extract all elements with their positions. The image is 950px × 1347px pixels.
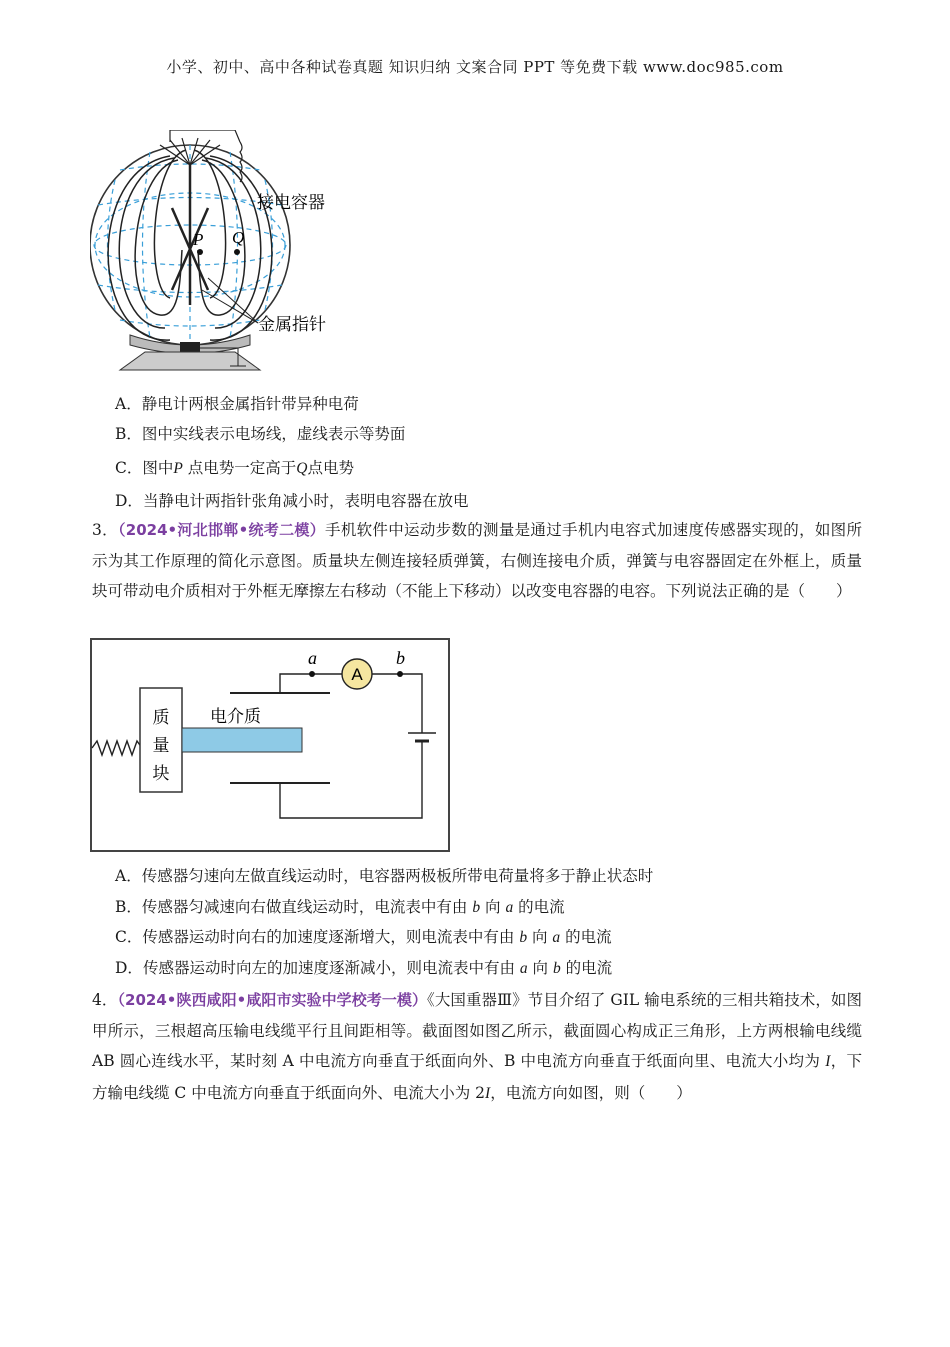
ammeter-label: A: [351, 665, 363, 684]
node-a-label: a: [308, 648, 317, 668]
mass-label-1: 质: [152, 708, 170, 728]
q2-option-d[interactable]: D．当静电计两指针张角减小时，表明电容器在放电: [115, 492, 469, 510]
page-header: 小学、初中、高中各种试卷真题 知识归纳 文案合同 PPT 等免费下载 www.doc985.com: [166, 58, 784, 76]
q4-stem: 4．（2024•陕西咸阳•咸阳市实验中学校考一模）《大国重器Ⅲ》节目介绍了 GIL 输电系统的三相共箱技术，如图甲所示，三根超高压输电线缆平行且间距相等。截面图如图乙所示，截面圆心构成正三角形，上方两根输电线缆 AB 圆心连线水平，某时刻 A 中电流方向垂直于纸面向外、B 中电流方向垂直于纸面向里、电流大小均为 I，下方输电线缆 C 中电流方向垂直于纸面向外、电流大小为 2I，电流方向如图，则（ ）: [92, 991, 862, 1102]
q3-stem: 3．（2024•河北邯郸•统考二模）手机软件中运动步数的测量是通过手机内电容式加速度传感器实现的，如图所示为其工作原理的简化示意图。质量块左侧连接轻质弹簧，右侧连接电介质，弹簧与电容器固定在外框上，质量块可带动电介质相对于外框无摩擦左右移动（不能上下移动）以改变电容器的电容。下列说法正确的是（ ）: [92, 521, 862, 600]
q3-option-c[interactable]: C．传感器运动时向右的加速度逐渐增大，则电流表中有由 b 向 a 的电流: [115, 928, 612, 946]
q2-option-b[interactable]: B．图中实线表示电场线，虚线表示等势面: [115, 425, 406, 443]
q3-option-b[interactable]: B．传感器匀减速向右做直线运动时，电流表中有由 b 向 a 的电流: [115, 898, 565, 916]
mass-label-2: 量: [152, 736, 170, 756]
q2-option-c[interactable]: C．图中P 点电势一定高于Q点电势: [115, 459, 355, 477]
node-b-label: b: [396, 648, 405, 668]
q2-option-a[interactable]: A．静电计两根金属指针带异种电荷: [115, 395, 359, 413]
q3-source: （2024•河北邯郸•统考二模）: [117, 521, 326, 539]
q4-source: （2024•陕西咸阳•咸阳市实验中学校考一模）: [117, 991, 428, 1009]
accelerometer-figure: [90, 638, 452, 854]
q3-option-d[interactable]: D．传感器运动时向左的加速度逐渐减小，则电流表中有由 a 向 b 的电流: [115, 959, 613, 977]
q3-option-a[interactable]: A．传感器匀速向左做直线运动时，电容器两极板所带电荷量将多于静止状态时: [115, 867, 654, 885]
electroscope-figure: [90, 130, 370, 375]
label-metal-pointer: 金属指针: [258, 315, 326, 335]
label-connect-capacitor: 接电容器: [257, 193, 325, 213]
point-p-label: P: [193, 230, 204, 249]
mass-label-3: 块: [152, 764, 170, 784]
point-q-label: Q: [232, 228, 245, 247]
dielectric-label: 电介质: [210, 707, 261, 727]
